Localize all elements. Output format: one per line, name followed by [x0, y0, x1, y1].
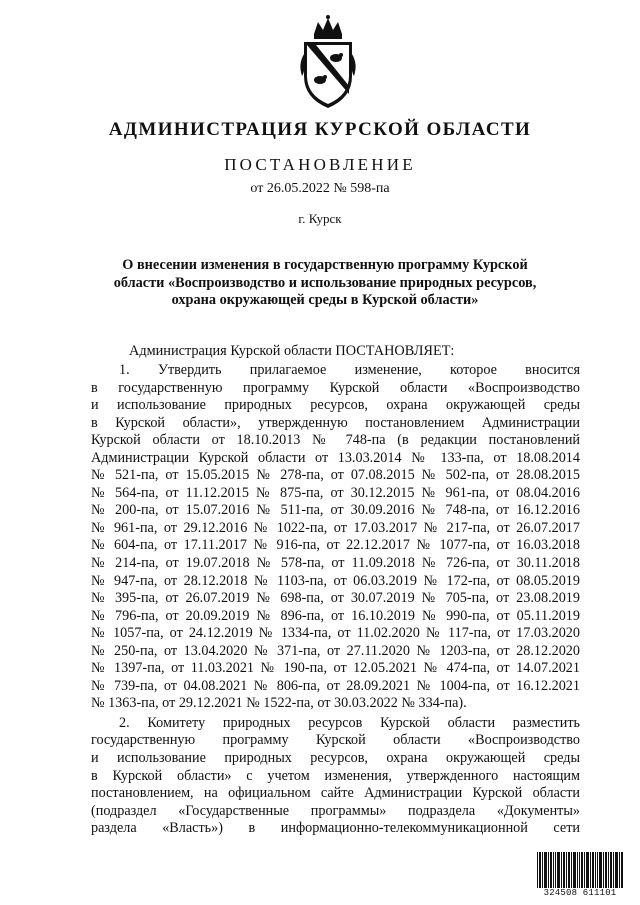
body-line: № 200-па, от 15.07.2016 № 511-па, от 30.09.2016 № 748-па, от 16.12.2016	[91, 502, 580, 519]
resolution-intro: Администрация Курской области ПОСТАНОВЛЯЕТ:	[129, 343, 455, 359]
body-line: постановлением, на официальном сайте Администрации Курской области	[91, 785, 580, 802]
body-line: № 947-па, от 28.12.2018 № 1103-па, от 06.03.2019 № 172-па, от 08.05.2019	[91, 572, 580, 589]
body-line: № 214-па, от 19.07.2018 № 578-па, от 11.09.2018 № 726-па, от 30.11.2018	[91, 555, 580, 572]
kursk-coat-of-arms-icon	[296, 14, 360, 112]
body-line: 1. Утвердить прилагаемое изменение, которое вносится	[119, 362, 580, 378]
body-line: № 604-па, от 17.11.2017 № 916-па, от 22.12.2017 № 1077-па, от 16.03.2018	[91, 537, 580, 554]
body-line: и использование природных ресурсов, охрана окружающей среды	[91, 750, 580, 767]
body-line: № 521-па, от 15.05.2015 № 278-па, от 07.08.2015 № 502-па, от 28.08.2015	[91, 467, 580, 484]
body-line: № 250-па, от 13.04.2020 № 371-па, от 27.11.2020 № 1203-па, от 28.12.2020	[91, 642, 580, 659]
document-title	[90, 257, 560, 310]
body-line: № 796-па, от 20.09.2019 № 896-па, от 16.10.2019 № 990-па, от 05.11.2019	[91, 607, 580, 624]
body-line: № 395-па, от 26.07.2019 № 698-па, от 30.07.2019 № 705-па, от 23.08.2019	[91, 590, 580, 607]
document-body	[91, 362, 580, 838]
barcode-icon	[537, 852, 623, 890]
body-line: № 564-па, от 11.12.2015 № 875-па, от 30.12.2015 № 961-па, от 08.04.2016	[91, 484, 580, 501]
body-line: (подраздел «Государственные программы» подраздела «Документы»	[91, 802, 580, 819]
body-line: в государственную программу Курской области «Воспроизводство	[91, 379, 580, 396]
body-line: 2. Комитету природных ресурсов Курской области разместить	[119, 714, 580, 731]
body-line: № 961-па, от 29.12.2016 № 1022-па, от 17.03.2017 № 217-па, от 26.07.2017	[91, 519, 580, 536]
body-line: № 1057-па, от 24.12.2019 № 1334-па, от 11.02.2020 № 117-па, от 17.03.2020	[91, 625, 580, 642]
body-line: Администрации Курской области от 13.03.2014 № 133-па, от 18.08.2014	[91, 449, 580, 466]
title-line: охрана окружающей среды в Курской области»	[171, 292, 479, 308]
body-line: Курской области от 18.10.2013 № 748-па (в редакции постановлений	[91, 432, 580, 449]
document-type: ПОСТАНОВЛЕНИЕ	[224, 155, 416, 174]
body-line: и использование природных ресурсов, охрана окружающей среды	[91, 397, 580, 414]
body-line: государственную программу Курской области «Воспроизводство	[91, 732, 580, 749]
body-line: № 1397-па, от 11.03.2021 № 190-па, от 12.05.2021 № 474-па, от 14.07.2021	[91, 660, 580, 677]
title-line: области «Воспроизводство и использование природных ресурсов,	[113, 274, 537, 291]
body-line: № 739-па, от 04.08.2021 № 806-па, от 28.09.2021 № 1004-па, от 16.12.2021	[91, 677, 580, 694]
body-line: раздела «Власть») в информационно-телекоммуникационной сети	[91, 820, 580, 837]
barcode-number: 324508 611101	[543, 888, 617, 898]
body-line: № 1363-па, от 29.12.2021 № 1522-па, от 30.03.2022 № 334-па).	[91, 695, 467, 712]
title-line: О внесении изменения в государственную программу Курской	[122, 257, 528, 273]
body-line: в Курской области» с учетом изменения, утвержденного настоящим	[91, 767, 580, 784]
document-date-number: от 26.05.2022 № 598-па	[250, 181, 390, 196]
organization-name: АДМИНИСТРАЦИЯ КУРСКОЙ ОБЛАСТИ	[108, 119, 532, 140]
body-line: в Курской области», утвержденную постановлением Администрации	[91, 414, 580, 431]
document-city: г. Курск	[298, 211, 342, 226]
